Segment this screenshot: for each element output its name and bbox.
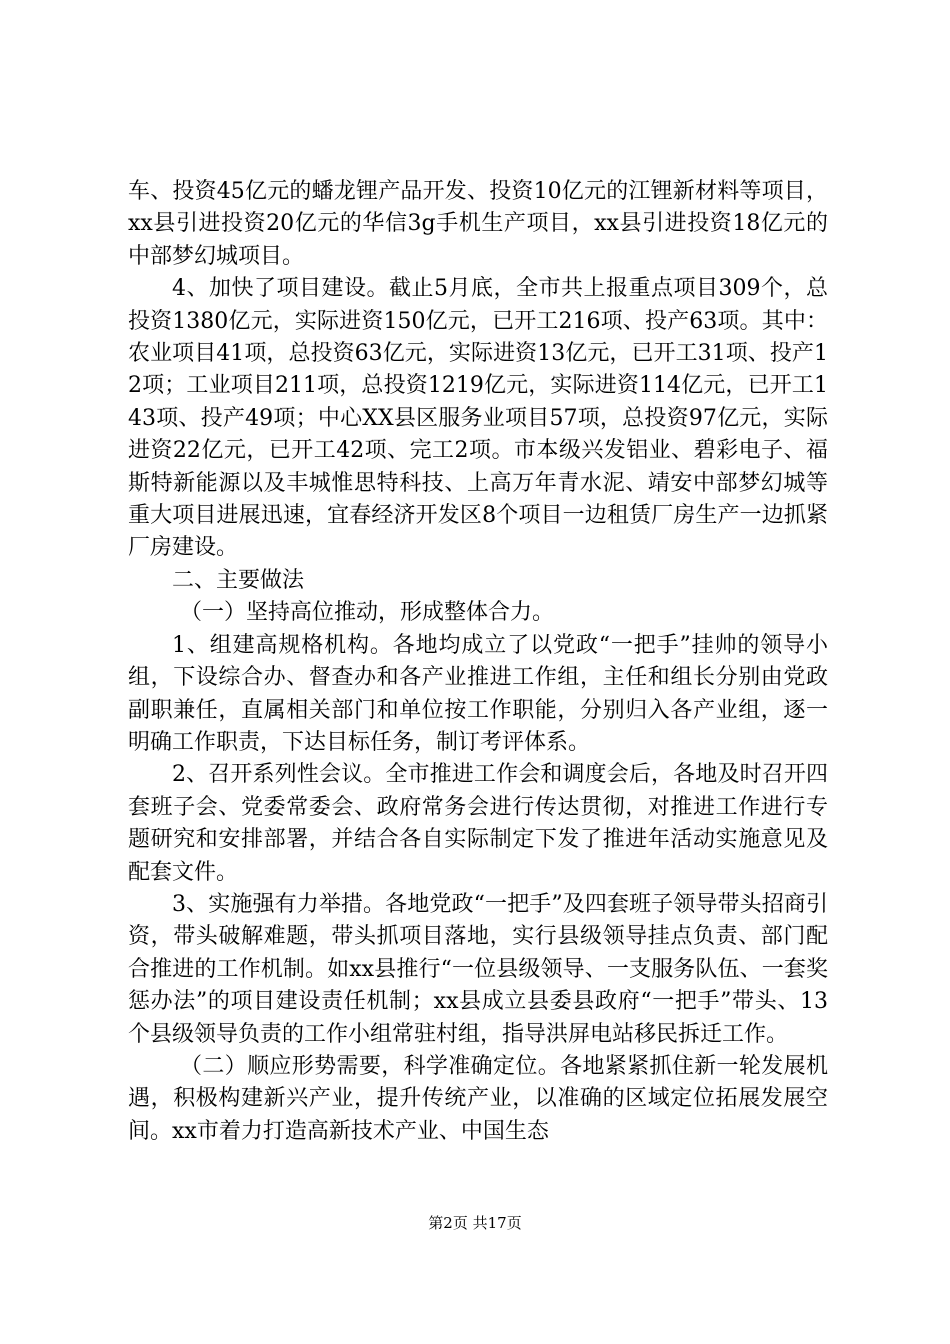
section-heading-main-practices: 二、主要做法 bbox=[172, 567, 305, 593]
paragraph-1: 车、投资45亿元的蟠龙锂产品开发、投资10亿元的江锂新材料等项目，xx县引进投资20亿元的华信3g手机生产项目，xx县引进投资18亿元的中部梦幻城项目。 bbox=[128, 179, 828, 269]
subsection-heading-1: （一）坚持高位推动，形成整体合力。 bbox=[180, 600, 555, 626]
document-body bbox=[128, 176, 828, 1148]
paragraph-4: 2、召开系列性会议。全市推进工作会和调度会后，各地及时召开四套班子会、党委常委会、政府常务会进行传达贯彻，对推进工作进行专题研究和安排部署，并结合各自实际制定下发了推进年活动实施意见及配套文件。 bbox=[128, 762, 828, 885]
page-footer: 第2页 共17页 bbox=[428, 1214, 522, 1232]
paragraph-3: 1、组建高规格机构。各地均成立了以党政“一把手”挂帅的领导小组，下设综合办、督查办和各产业推进工作组，主任和组长分别由党政副职兼任，直属相关部门和单位按工作职能，分别归入各产业组，逐一明确工作职责，下达目标任务，制订考评体系。 bbox=[128, 632, 828, 755]
paragraph-6: （二）顺应形势需要，科学准确定位。各地紧紧抓住新一轮发展机遇，积极构建新兴产业，提升传统产业，以准确的区域定位拓展发展空间。xx市着力打造高新技术产业、中国生态 bbox=[128, 1053, 828, 1144]
paragraph-5: 3、实施强有力举措。各地党政“一把手”及四套班子领导带头招商引资，带头破解难题，带头抓项目落地，实行县级领导挂点负责、部门配合推进的工作机制。如xx县推行“一位县级领导、一支服务队伍、一套奖惩办法”的项目建设责任机制；xx县成立县委县政府“一把手”带头、13个县级领导负责的工作小组常驻村组，指导洪屏电站移民拆迁工作。 bbox=[128, 891, 828, 1047]
paragraph-2: 4、加快了项目建设。截止5月底，全市共上报重点项目309个，总投资1380亿元，实际进资150亿元，已开工216项、投产63项。其中：农业项目41项，总投资63亿元，实际进资13亿元，已开工31项、投产12项；工业项目211项，总投资1219亿元，实际进资114亿元，已开工143项、投产49项；中心XX县区服务业项目57项，总投资97亿元，实际进资22亿元，已开工42项、完工2项。市本级兴发铝业、碧彩电子、福斯特新能源以及丰城惟思特科技、上高万年青水泥、靖安中部梦幻城等重大项目进展迅速，宜春经济开发区8个项目一边租赁厂房生产一边抓紧厂房建设。 bbox=[128, 276, 828, 561]
